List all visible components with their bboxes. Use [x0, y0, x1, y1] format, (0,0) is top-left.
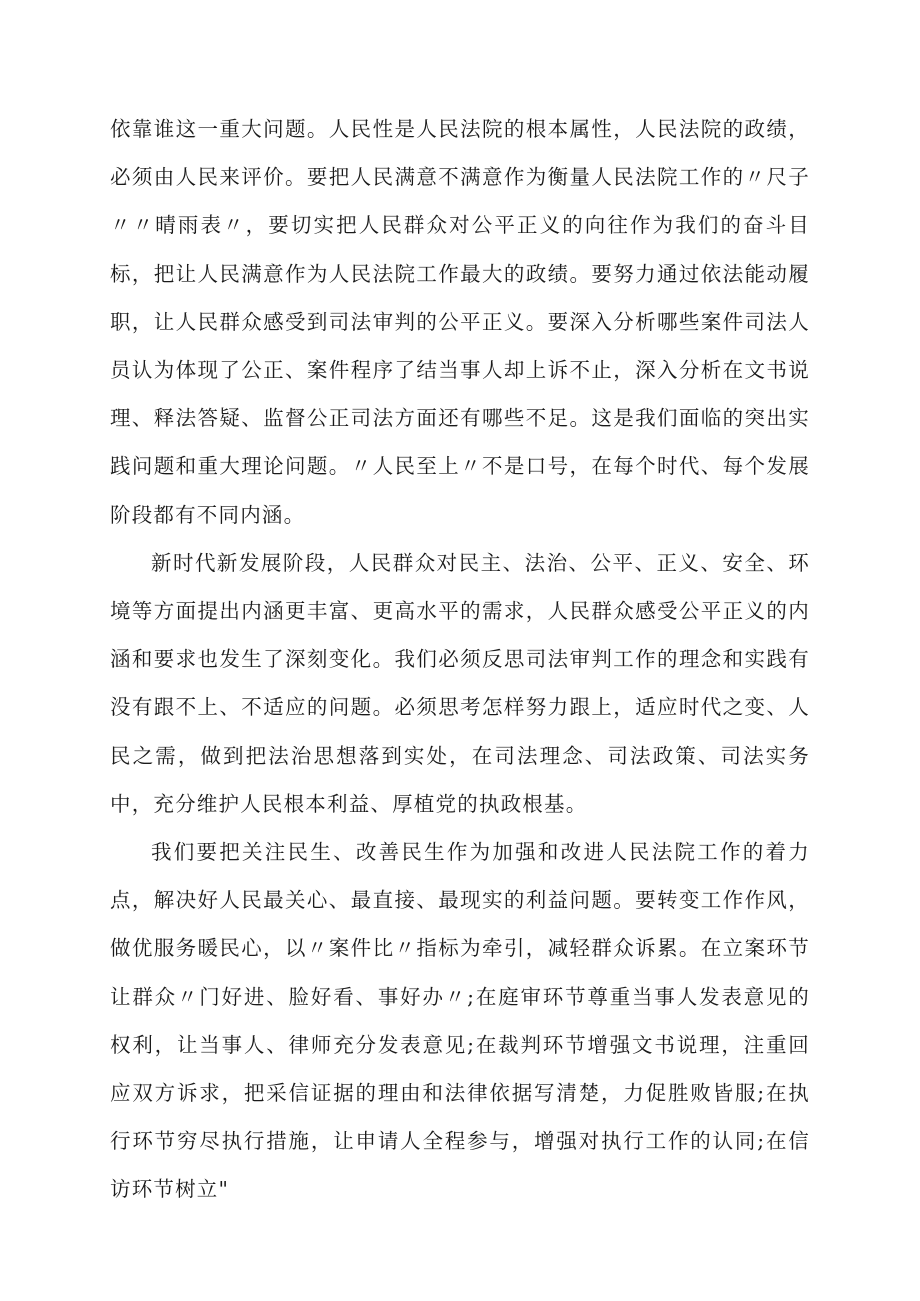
document-body	[110, 105, 810, 1214]
paragraph-new-era: 新时代新发展阶段，人民群众对民主、法治、公平、正义、安全、环境等方面提出内涵更丰富、更高水平的需求，人民群众感受公平正义的内涵和要求也发生了深刻变化。我们必须反思司法审判工作的理念和实践有没有跟不上、不适应的问题。必须思考怎样努力跟上，适应时代之变、人民之需，做到把法治思想落到实处，在司法理念、司法政策、司法实务中，充分维护人民根本利益、厚植党的执政根基。	[110, 550, 810, 816]
paragraph-livelihood: 我们要把关注民生、改善民生作为加强和改进人民法院工作的着力点，解决好人民最关心、最直接、最现实的利益问题。要转变工作作风，做优服务暖民心，以〃案件比〃指标为牵引，减轻群众诉累。在立案环节让群众〃门好进、脸好看、事好办〃;在庭审环节尊重当事人发表意见的权利，让当事人、律师充分发表意见;在裁判环节增强文书说理，注重回应双方诉求，把采信证据的理由和法律依据写清楚，力促胜败皆服;在执行环节穷尽执行措施，让申请人全程参与，增强对执行工作的认同;在信访环节树立"	[110, 840, 810, 1202]
paragraph-continuation: 依靠谁这一重大问题。人民性是人民法院的根本属性，人民法院的政绩，必须由人民来评价。要把人民满意不满意作为衡量人民法院工作的〃尺子〃〃晴雨表〃，要切实把人民群众对公平正义的向往作为我们的奋斗目标，把让人民满意作为人民法院工作最大的政绩。要努力通过依法能动履职，让人民群众感受到司法审判的公平正义。要深入分析哪些案件司法人员认为体现了公正、案件程序了结当事人却上诉不止，深入分析在文书说理、释法答疑、监督公正司法方面还有哪些不足。这是我们面临的突出实践问题和重大理论问题。〃人民至上〃不是口号，在每个时代、每个发展阶段都有不同内涵。	[110, 117, 810, 527]
